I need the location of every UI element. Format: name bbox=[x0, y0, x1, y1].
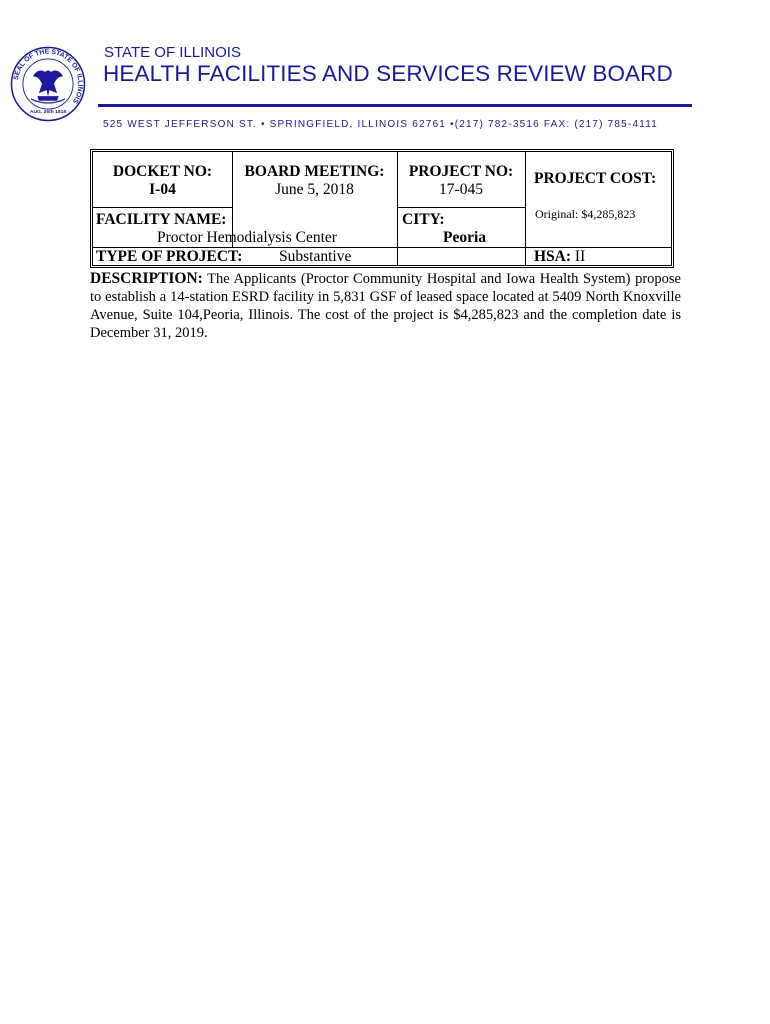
hsa-value: II bbox=[574, 248, 586, 265]
board-title: HEALTH FACILITIES AND SERVICES REVIEW BOARD bbox=[103, 61, 673, 86]
description-text: The Applicants (Proctor Community Hospital and Iowa Health System) propose to establish a 14-station ESRD facility in 5,831 GSF of leased space located at 5409 North Knoxville Avenue, Suite 104,Peoria, Illinois. The cost of the project is $4,285,823 and the completion date is December 31, 2019. bbox=[90, 271, 681, 341]
city-value: Peoria bbox=[443, 229, 487, 246]
project-no-value: 17-045 bbox=[439, 181, 483, 198]
board-meeting-value: June 5, 2018 bbox=[275, 181, 354, 198]
address-line: 525 WEST JEFFERSON ST. • SPRINGFIELD, ILLINOIS 62761 •(217) 782-3516 FAX: (217) 785-4111 bbox=[103, 119, 659, 130]
docket-value: I-04 bbox=[149, 181, 176, 198]
type-of-project-value: Substantive bbox=[279, 248, 352, 265]
project-description bbox=[90, 270, 681, 342]
project-no-label: PROJECT NO: bbox=[408, 163, 514, 180]
project-cost-value: Original: $4,285,823 bbox=[535, 207, 636, 221]
column-divider bbox=[525, 152, 526, 265]
row-divider bbox=[397, 207, 525, 208]
header-divider bbox=[98, 104, 692, 107]
seal-date-text: AUG. 26th 1818 bbox=[29, 109, 67, 115]
hsa-field bbox=[534, 248, 585, 266]
seal-ring-text: SEAL OF THE STATE OF ILLINOIS bbox=[12, 48, 84, 105]
project-summary-table bbox=[90, 149, 674, 268]
board-meeting-label: BOARD MEETING: bbox=[244, 163, 385, 180]
city-label: CITY: bbox=[402, 211, 445, 228]
project-cost-label: PROJECT COST: bbox=[534, 170, 657, 187]
description-label: DESCRIPTION: bbox=[90, 270, 203, 287]
facility-name-value: Proctor Hemodialysis Center bbox=[157, 229, 337, 246]
docket-label: DOCKET NO: bbox=[112, 163, 213, 180]
facility-name-label: FACILITY NAME: bbox=[96, 211, 227, 228]
hsa-label: HSA: bbox=[534, 248, 572, 265]
state-seal-icon bbox=[10, 46, 86, 122]
type-of-project-label: TYPE OF PROJECT: bbox=[96, 248, 243, 265]
state-name: STATE OF ILLINOIS bbox=[104, 44, 241, 61]
row-divider bbox=[93, 207, 232, 208]
